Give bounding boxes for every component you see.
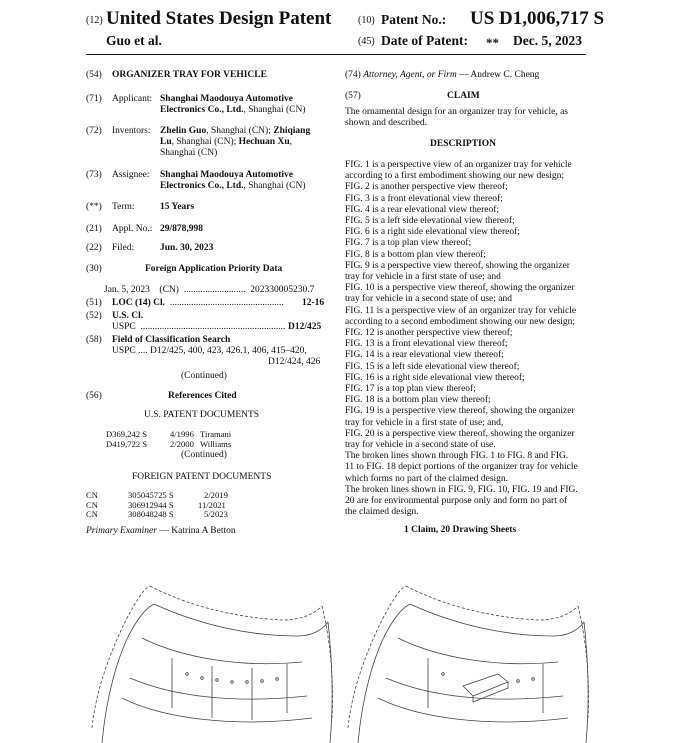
assignee-name-2: Electronics Co., Ltd. bbox=[160, 181, 244, 192]
inventor-1-location: , Shanghai (CN); bbox=[206, 126, 271, 136]
code-10: (10) bbox=[358, 15, 375, 26]
inventors-code: (72) bbox=[86, 126, 102, 136]
priority-number: 202330005230.7 bbox=[250, 285, 315, 295]
description-line: FIG. 6 is a right side elevational view thereof; bbox=[345, 227, 520, 238]
assignee-label: Assignee: bbox=[112, 170, 150, 180]
description-line: FIG. 8 is a bottom plan view thereof; bbox=[345, 249, 486, 260]
description-line: FIG. 13 is a front elevational view thereof; bbox=[345, 339, 508, 350]
loc-row bbox=[112, 298, 284, 309]
term-code: (**) bbox=[86, 202, 102, 212]
inventor-1-name: Zhelin Guo bbox=[160, 126, 207, 136]
priority-country: (CN) bbox=[159, 285, 179, 295]
assignee-location: , Shanghai (CN) bbox=[243, 181, 306, 192]
date-of-patent: Dec. 5, 2023 bbox=[513, 33, 582, 48]
assignee-code: (73) bbox=[86, 170, 102, 180]
description-line: FIG. 9 is a perspective view thereof, showing the organizer bbox=[345, 260, 570, 271]
uspc-dots: ............................................................. bbox=[140, 322, 286, 332]
applicant-name-1: Shanghai Maodouya Automotive bbox=[160, 94, 294, 104]
attorney-name: — Andrew C. Cheng bbox=[459, 70, 540, 80]
description-line: FIG. 5 is a left side elevational view thereof; bbox=[345, 216, 515, 227]
inventor-2-location: , Shanghai (CN); bbox=[171, 137, 237, 148]
title-code: (54) bbox=[86, 70, 102, 80]
description-line: FIG. 11 is a perspective view of an organizer tray for vehicle bbox=[345, 305, 577, 316]
description-line: 20 are for environmental purpose only and form no part of bbox=[345, 496, 568, 507]
description-line: The broken lines shown in FIG. 9, FIG. 10, FIG. 19 and FIG. bbox=[345, 484, 578, 495]
inventors bbox=[160, 126, 360, 160]
foreign-doc-country: CN bbox=[86, 490, 98, 500]
field-code: (58) bbox=[86, 335, 102, 345]
priority-date: Jan. 5, 2023 bbox=[104, 285, 150, 295]
code-12: (12) bbox=[86, 15, 103, 26]
tray-drawing-right bbox=[338, 578, 594, 743]
date-of-patent-label: Date of Patent: bbox=[381, 33, 468, 48]
term-value: 15 Years bbox=[160, 202, 195, 212]
foreign-doc-country: CN bbox=[86, 509, 98, 519]
loc-label: LOC (14) Cl. bbox=[112, 298, 166, 308]
foreign-doc-number: 308048248 S bbox=[128, 509, 174, 519]
foreign-doc-date: 11/2021 bbox=[198, 499, 226, 510]
uspc-row bbox=[112, 322, 285, 333]
us-doc-name: Williams bbox=[200, 438, 232, 449]
description-line: FIG. 20 is a perspective view thereof, showing the organizer bbox=[345, 428, 575, 439]
claim-text bbox=[345, 107, 590, 129]
tray-drawing-left bbox=[82, 578, 338, 743]
foreign-doc-date: 5/2023 bbox=[204, 509, 228, 519]
description-line: the claimed design. bbox=[345, 507, 419, 518]
appl-label: Appl. No.: bbox=[112, 224, 153, 234]
description-line: FIG. 1 is a perspective view of an organizer tray for vehicle bbox=[345, 160, 572, 170]
description-line: which forms no part of the claimed design. bbox=[345, 473, 509, 484]
inventor-3-location: Shanghai (CN) bbox=[160, 148, 218, 159]
assignee-name-1: Shanghai Maodouya Automotive bbox=[160, 170, 294, 180]
foreign-documents-title: FOREIGN PATENT DOCUMENTS bbox=[132, 472, 272, 482]
inventor-3-comma: , bbox=[289, 137, 292, 148]
foreign-document-row bbox=[86, 510, 228, 520]
description-line: tray for vehicle in a first state of use; and bbox=[345, 272, 501, 283]
priority-row bbox=[104, 285, 314, 296]
code-45: (45) bbox=[358, 36, 375, 47]
description-line: 11 to FIG. 18 depict portions of the organizer tray for vehicle bbox=[345, 462, 578, 473]
description-line: FIG. 17 is a top plan view thereof; bbox=[345, 384, 476, 395]
attorney-label: Attorney, Agent, or Firm bbox=[363, 70, 457, 80]
applicant-code: (71) bbox=[86, 94, 102, 104]
term-label: Term: bbox=[112, 202, 135, 212]
us-cl-label: U.S. Cl. bbox=[112, 311, 144, 321]
inventors-label: Inventors: bbox=[112, 126, 151, 136]
foreign-doc-date: 2/2019 bbox=[204, 490, 228, 500]
continued-1: (Continued) bbox=[181, 371, 227, 381]
uspc-value: D12/425 bbox=[288, 322, 322, 332]
inventor-2-name-b: Lu bbox=[160, 137, 172, 148]
applicant-location: , Shanghai (CN) bbox=[243, 105, 306, 116]
applicant-name-2: Electronics Co., Ltd. bbox=[160, 105, 244, 116]
us-cl-code: (52) bbox=[86, 311, 102, 321]
us-document-row bbox=[106, 440, 231, 450]
us-doc-date: 2/2000 bbox=[170, 438, 194, 449]
description-line: FIG. 10 is a perspective view thereof, showing the organizer bbox=[345, 283, 575, 294]
inventor-2-name-a: Zhiqiang bbox=[273, 126, 311, 136]
examiner-label: Primary Examiner bbox=[86, 526, 157, 536]
appl-code: (21) bbox=[86, 224, 102, 234]
claims-sheets: 1 Claim, 20 Drawing Sheets bbox=[404, 525, 517, 535]
document-type-title: United States Design Patent bbox=[106, 8, 332, 29]
applicant-label: Applicant: bbox=[112, 94, 153, 104]
description-text bbox=[345, 160, 590, 519]
invention-title: ORGANIZER TRAY FOR VEHICLE bbox=[112, 70, 267, 80]
references-code: (56) bbox=[86, 391, 102, 401]
description-line: FIG. 16 is a right side elevational view thereof; bbox=[345, 372, 525, 383]
claim-line: shown and described. bbox=[345, 118, 428, 129]
foreign-doc-country: CN bbox=[86, 499, 98, 510]
date-stars: ** bbox=[486, 35, 499, 50]
description-line: FIG. 15 is a left side elevational view thereof; bbox=[345, 361, 520, 372]
us-documents-title: U.S. PATENT DOCUMENTS bbox=[144, 410, 260, 420]
examiner-name: — Katrina A Betton bbox=[159, 526, 236, 536]
description-line: FIG. 19 is a perspective view thereof, showing the organizer bbox=[345, 406, 575, 417]
foreign-priority-code: (30) bbox=[86, 264, 102, 274]
foreign-doc-number: 306912944 S bbox=[128, 499, 174, 510]
foreign-priority-title: Foreign Application Priority Data bbox=[145, 264, 283, 274]
uspc-label: USPC bbox=[112, 322, 136, 332]
us-documents-list bbox=[106, 430, 231, 449]
description-line: tray for vehicle in a second state of use; and bbox=[345, 294, 512, 305]
description-line: FIG. 12 is another perspective view thereof; bbox=[345, 328, 513, 339]
description-line: FIG. 14 is a rear elevational view thereof; bbox=[345, 350, 504, 361]
filed-label: Filed: bbox=[112, 243, 135, 253]
description-line: FIG. 2 is another perspective view thereof; bbox=[345, 182, 508, 193]
inventor-3-name: Hechuan Xu bbox=[238, 137, 290, 148]
field-label: Field of Classification Search bbox=[112, 335, 231, 345]
patent-number: US D1,006,717 S bbox=[470, 8, 605, 29]
description-line: tray for vehicle in a second state of use. bbox=[345, 440, 496, 451]
loc-code: (51) bbox=[86, 298, 102, 308]
inventor-short: Guo et al. bbox=[106, 33, 162, 48]
description-line: FIG. 4 is a rear elevational view thereof; bbox=[345, 204, 500, 215]
foreign-doc-number: 305045725 S bbox=[128, 490, 174, 500]
applicant bbox=[160, 94, 360, 116]
attorney-code: (74) bbox=[345, 70, 361, 80]
foreign-documents-list bbox=[86, 491, 228, 520]
claim-title: CLAIM bbox=[447, 91, 480, 101]
primary-examiner bbox=[86, 526, 236, 537]
description-line: according to a first embodiment showing our new design; bbox=[345, 171, 564, 182]
description-line: FIG. 18 is a bottom plan view thereof; bbox=[345, 395, 491, 406]
field-line-2: D12/424, 426 bbox=[268, 357, 321, 367]
us-doc-number: D419,722 S bbox=[106, 438, 148, 449]
us-doc-name: Tiramani bbox=[200, 429, 232, 439]
claim-code: (57) bbox=[345, 91, 361, 101]
filed-date: Jun. 30, 2023 bbox=[160, 243, 214, 253]
patent-number-label: Patent No.: bbox=[381, 12, 447, 27]
description-line: according to a second embodiment showing our new design; bbox=[345, 316, 576, 327]
references-title: References Cited bbox=[168, 391, 237, 401]
attorney bbox=[345, 70, 539, 81]
header-rule bbox=[86, 54, 586, 55]
field-line-1: USPC .... D12/425, 400, 423, 426.1, 406, 415–420, bbox=[112, 346, 307, 356]
loc-dots: ................................................ bbox=[169, 298, 284, 308]
description-line: FIG. 3 is a front elevational view thereof; bbox=[345, 193, 503, 204]
assignee bbox=[160, 170, 360, 192]
us-doc-number: D369,242 S bbox=[106, 429, 148, 439]
us-doc-date: 4/1996 bbox=[170, 429, 194, 439]
loc-value: 12-16 bbox=[302, 298, 325, 308]
description-title: DESCRIPTION bbox=[430, 139, 496, 149]
description-line: The broken lines shown through FIG. 1 to FIG. 8 and FIG. bbox=[345, 451, 569, 462]
priority-dots: .......................... bbox=[183, 285, 246, 295]
appl-number: 29/878,998 bbox=[160, 224, 204, 234]
description-line: FIG. 7 is a top plan view thereof; bbox=[345, 238, 472, 249]
description-line: tray for vehicle in a first state of use; and, bbox=[345, 417, 504, 428]
claim-line: The ornamental design for an organizer tray for vehicle, as bbox=[345, 107, 568, 117]
continued-2: (Continued) bbox=[181, 450, 227, 460]
filed-code: (22) bbox=[86, 243, 102, 253]
